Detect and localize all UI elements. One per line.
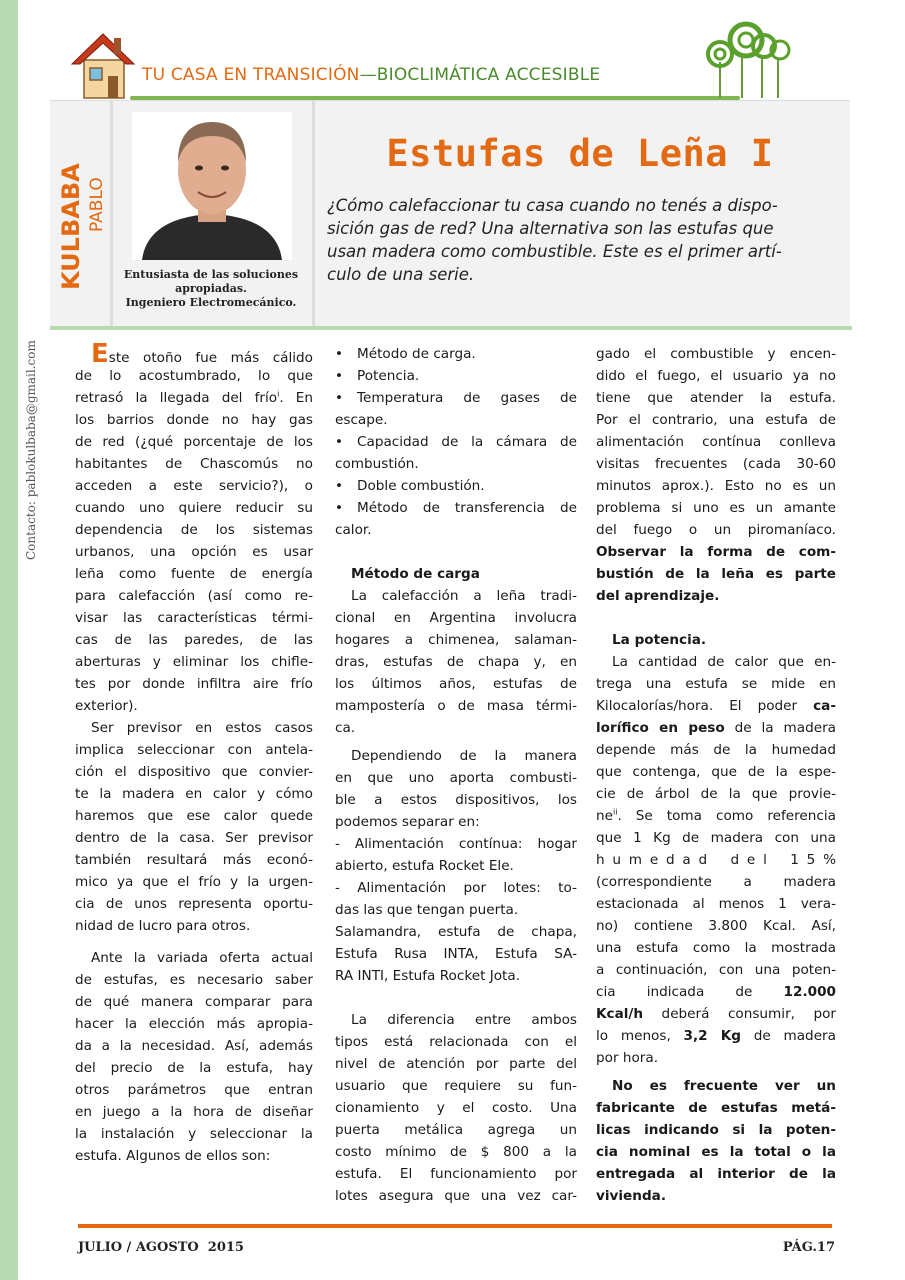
- left-color-strip: [0, 0, 18, 1280]
- paragraph-line: para calefacción (así como re-: [75, 588, 313, 604]
- paragraph-line: La cantidad de calor que en-: [612, 654, 836, 670]
- paragraph-line: Ser previsor en estos casos: [91, 720, 313, 736]
- paragraph-gap: [596, 607, 836, 629]
- paragraph-line: ca.: [335, 720, 356, 736]
- text-column-2: [335, 343, 577, 1207]
- text: 3,2 Kg: [683, 1028, 742, 1044]
- paragraph-line: te la madera en calor y cómo: [75, 786, 313, 802]
- paragraph-line: lotes asegura que una vez car-: [335, 1188, 577, 1204]
- paragraph-line: - Alimentación por lotes: to-: [335, 880, 577, 896]
- paragraph-line: tipos está relacionada con el: [335, 1034, 577, 1050]
- paragraph-line: los últimos años, estufas de: [335, 676, 577, 692]
- paragraph-line: minutos aprox.). Esto no es un: [596, 478, 836, 494]
- paragraph-line: que contenga, que de la espe-: [596, 764, 836, 780]
- paragraph-line: mico ya que el frío y la urgen-: [75, 874, 313, 890]
- bio-line: apropiadas.: [175, 282, 247, 295]
- bullet-item-cont: escape.: [335, 412, 388, 428]
- lead-line: culo de una serie.: [327, 265, 475, 284]
- paragraph-line: dras, estufas de chapa y, en: [335, 654, 577, 670]
- paragraph-line: del precio de la estufa, hay: [75, 1060, 313, 1076]
- text: lorífico en peso: [596, 720, 725, 736]
- paragraph-gap: [335, 541, 577, 563]
- paragraph-line: estacionada al menos 1 vera-: [596, 896, 836, 912]
- text: de madera: [741, 1028, 836, 1044]
- paragraph-line: tiene que atender la estufa.: [596, 390, 836, 406]
- paragraph-line: dentro de la casa. Ser previsor: [75, 830, 313, 846]
- subheading-metodo-de-carga: Método de carga: [351, 566, 480, 582]
- paragraph-line: de red (¿qué porcentaje de los: [75, 434, 313, 450]
- paragraph-line: (correspondiente a madera: [596, 874, 836, 890]
- paragraph-line: Por el contrario, una estufa de: [596, 412, 836, 428]
- bullet-item-cont: combustión.: [335, 456, 419, 472]
- magazine-header: [60, 20, 850, 110]
- paragraph-line: La diferencia entre ambos: [351, 1012, 577, 1028]
- paragraph-line: exterior).: [75, 698, 138, 714]
- paragraph-line: cionamiento y el costo. Una: [335, 1100, 577, 1116]
- paragraph-line: [596, 981, 836, 1003]
- paragraph-line: depende más de la humedad: [596, 742, 836, 758]
- bullet-item: • Potencia.: [335, 365, 577, 387]
- paragraph-line: Dependiendo de la manera: [351, 748, 577, 764]
- paragraph-line: la instalación y seleccionar la: [75, 1126, 313, 1142]
- page-number: PÁG.17: [782, 1240, 835, 1255]
- lead-line: sición gas de red? Una alternativa son las estufas que: [327, 219, 774, 238]
- paragraph-line: [596, 1025, 836, 1047]
- text: de la madera: [724, 720, 836, 736]
- author-first-name: PABLO: [87, 177, 107, 232]
- bio-line: Entusiasta de las soluciones: [123, 268, 299, 281]
- paragraph-line: Ante la variada oferta actual: [91, 950, 313, 966]
- paragraph-line: Observar la forma de com-: [596, 544, 836, 560]
- paragraph-line: ble a estos dispositivos, los: [335, 792, 577, 808]
- bullet-item: • Capacidad de la cámara de: [335, 431, 577, 453]
- paragraph-line: usuario que requiere su fun-: [335, 1078, 577, 1094]
- bullet-item: • Temperatura de gases de: [335, 387, 577, 409]
- paragraph-line: ción el dispositivo que convier-: [75, 764, 313, 780]
- paragraph-line: de estufas, es necesario saber: [75, 972, 313, 988]
- paragraph-line: una estufa como la mostrada: [596, 940, 836, 956]
- text: . En: [279, 390, 313, 406]
- lead-line: usan madera como combustible. Este es el primer artí-: [327, 242, 782, 261]
- paragraph-line: h u m e d a d d e l 1 5 %: [596, 852, 836, 868]
- paragraph-gap: [335, 987, 577, 1009]
- paragraph-line: [75, 387, 313, 409]
- paragraph-line: en que uno aporta combusti-: [335, 770, 577, 786]
- text: ste otoño fue más cálido: [108, 350, 313, 365]
- paragraph-line: abierto, estufa Rocket Ele.: [335, 858, 514, 874]
- paragraph-line: La calefacción a leña tradi-: [351, 588, 577, 604]
- text: ne: [596, 808, 613, 824]
- text: ca-: [813, 698, 836, 714]
- paragraph-gap: [75, 937, 313, 947]
- banner-divider: [312, 100, 315, 326]
- issue-date: JULIO / AGOSTO 2015: [78, 1240, 244, 1255]
- paragraph-line: visar las características térmi-: [75, 610, 313, 626]
- paragraph-line: a continuación, con una poten-: [596, 962, 836, 978]
- paragraph-line: [596, 695, 836, 717]
- paragraph-line: [596, 805, 836, 827]
- author-photo: [132, 112, 292, 260]
- text: lo menos,: [596, 1028, 684, 1044]
- paragraph-line: cia nominal es la total o la: [596, 1144, 836, 1160]
- paragraph-line: problema si uno es un amante: [596, 500, 836, 516]
- author-surname: KULBABA: [57, 163, 85, 290]
- paragraph-line: estufa. Algunos de ellos son:: [75, 1148, 271, 1164]
- paragraph-line: RA INTI, Estufa Rocket Jota.: [335, 968, 521, 984]
- paragraph-line: cuando uno quiere reducir su: [75, 500, 313, 516]
- paragraph-line: trega una estufa se mide en: [596, 676, 836, 692]
- paragraph-line: da a la necesidad. Así, además: [75, 1038, 313, 1054]
- paragraph-line: vivienda.: [596, 1188, 667, 1204]
- text: cia indicada de: [596, 984, 784, 1000]
- author-contact: [24, 330, 44, 570]
- paragraph-line: hacer la elección más apropia-: [75, 1016, 313, 1032]
- paragraph-line: [75, 343, 313, 365]
- paragraph-line: [596, 717, 836, 739]
- paragraph-line: No es frecuente ver un: [612, 1078, 836, 1094]
- text: . Se toma como referencia: [617, 808, 836, 824]
- paragraph-line: alimentación contínua conlleva: [596, 434, 836, 450]
- paragraph-line: das las que tengan puerta.: [335, 902, 519, 918]
- text: deberá consumir, por: [643, 1006, 836, 1022]
- paragraph-line: puerta metálica agrega un: [335, 1122, 577, 1138]
- banner-underline: [50, 326, 852, 330]
- author-contact-text: Contacto: pablokulbaba@gmail.com: [24, 340, 38, 560]
- paragraph-line: estufa. El funcionamiento por: [335, 1166, 577, 1182]
- paragraph-line: de qué manera comparar para: [75, 994, 313, 1010]
- paragraph-line: del fuego o un piromaníaco.: [596, 522, 836, 538]
- paragraph-line: fabricante de estufas metá-: [596, 1100, 836, 1116]
- author-bio: [120, 268, 302, 310]
- paragraph-line: en juego a la hora de diseñar: [75, 1104, 313, 1120]
- article-lead: [327, 194, 839, 286]
- paragraph-line: del aprendizaje.: [596, 588, 720, 604]
- section-title-part2: —BIOCLIMÁTICA ACCESIBLE: [359, 65, 601, 85]
- paragraph-line: visitas frecuentes (cada 30-60: [596, 456, 836, 472]
- paragraph-line: dido el fuego, el usuario ya no: [596, 368, 836, 384]
- paragraph-line: cia de unos representa oportu-: [75, 896, 313, 912]
- paragraph-line: los barrios donde no hay gas: [75, 412, 313, 428]
- trees-icon: [690, 20, 850, 100]
- paragraph-line: hogares a chimenea, salaman-: [335, 632, 577, 648]
- paragraph-line: nivel de atención por parte del: [335, 1056, 577, 1072]
- paragraph-line: gado el combustible y encen-: [596, 346, 836, 362]
- paragraph-line: cie de árbol de la que provie-: [596, 786, 836, 802]
- bullet-item-cont: calor.: [335, 522, 372, 538]
- paragraph-line: haremos que ese calor quede: [75, 808, 313, 824]
- paragraph-line: por hora.: [596, 1050, 659, 1066]
- paragraph-line: - Alimentación contínua: hogar: [335, 836, 577, 852]
- lead-line: ¿Cómo calefaccionar tu casa cuando no tenés a dispo-: [327, 196, 778, 215]
- paragraph-line: de lo acostumbrado, lo que: [75, 368, 313, 384]
- section-title-part1: TU CASA EN TRANSICIÓN: [142, 65, 360, 85]
- paragraph-line: tes por donde infiltra aire frío: [75, 676, 313, 692]
- paragraph-line: otros parámetros que entran: [75, 1082, 313, 1098]
- paragraph-line: que 1 Kg de madera con una: [596, 830, 836, 846]
- section-title: [142, 65, 600, 85]
- footer-rule: [78, 1224, 832, 1228]
- text: Kcal/h: [596, 1006, 644, 1022]
- bio-line: Ingeniero Electromecánico.: [125, 296, 297, 309]
- paragraph-line: acceden a este servicio?), o: [75, 478, 313, 494]
- paragraph-line: aberturas y eliminar los chifle-: [75, 654, 313, 670]
- subheading-la-potencia: La potencia.: [612, 632, 707, 648]
- paragraph-line: leña como fuente de energía: [75, 566, 313, 582]
- paragraph-line: Salamandra, estufa de chapa,: [335, 924, 577, 940]
- paragraph-line: licas indicando si la poten-: [596, 1122, 836, 1138]
- paragraph-line: urbanos, una opción es usar: [75, 544, 313, 560]
- footnote-ref[interactable]: i: [277, 389, 280, 399]
- article-title: Estufas de Leña I: [386, 132, 774, 175]
- drop-cap: E: [91, 343, 109, 365]
- paragraph-line: cional en Argentina involucra: [335, 610, 577, 626]
- house-icon: [68, 26, 138, 102]
- footnote-ref[interactable]: ii: [612, 807, 618, 817]
- paragraph-line: cas de las paredes, de las: [75, 632, 313, 648]
- text-column-1: [75, 343, 313, 1167]
- author-name: [55, 130, 115, 310]
- text: 12.000: [783, 984, 836, 1000]
- bullet-item: • Doble combustión.: [335, 475, 577, 497]
- paragraph-line: podemos separar en:: [335, 814, 480, 830]
- paragraph-line: mampostería o de masa térmi-: [335, 698, 577, 714]
- text: retrasó la llegada del frío: [75, 390, 278, 406]
- paragraph-line: dependencia de los sistemas: [75, 522, 313, 538]
- text-column-3: [596, 343, 836, 1207]
- paragraph-line: entregada al interior de la: [596, 1166, 836, 1182]
- paragraph-line: no) contiene 3.800 Kcal. Así,: [596, 918, 836, 934]
- bullet-item: • Método de transferencia de: [335, 497, 577, 519]
- paragraph-line: [596, 1003, 836, 1025]
- text: Kilocalorías/hora. El poder: [596, 698, 814, 714]
- paragraph-line: implica seleccionar con antela-: [75, 742, 313, 758]
- bullet-item: • Método de carga.: [335, 343, 577, 365]
- paragraph-line: también resultará más econó-: [75, 852, 313, 868]
- paragraph-line: bustión de la leña es parte: [596, 566, 836, 582]
- paragraph-line: nidad de lucro para otros.: [75, 918, 251, 934]
- paragraph-line: costo mínimo de $ 800 a la: [335, 1144, 577, 1160]
- paragraph-line: Estufa Rusa INTA, Estufa SA-: [335, 946, 577, 962]
- paragraph-line: habitantes de Chascomús no: [75, 456, 313, 472]
